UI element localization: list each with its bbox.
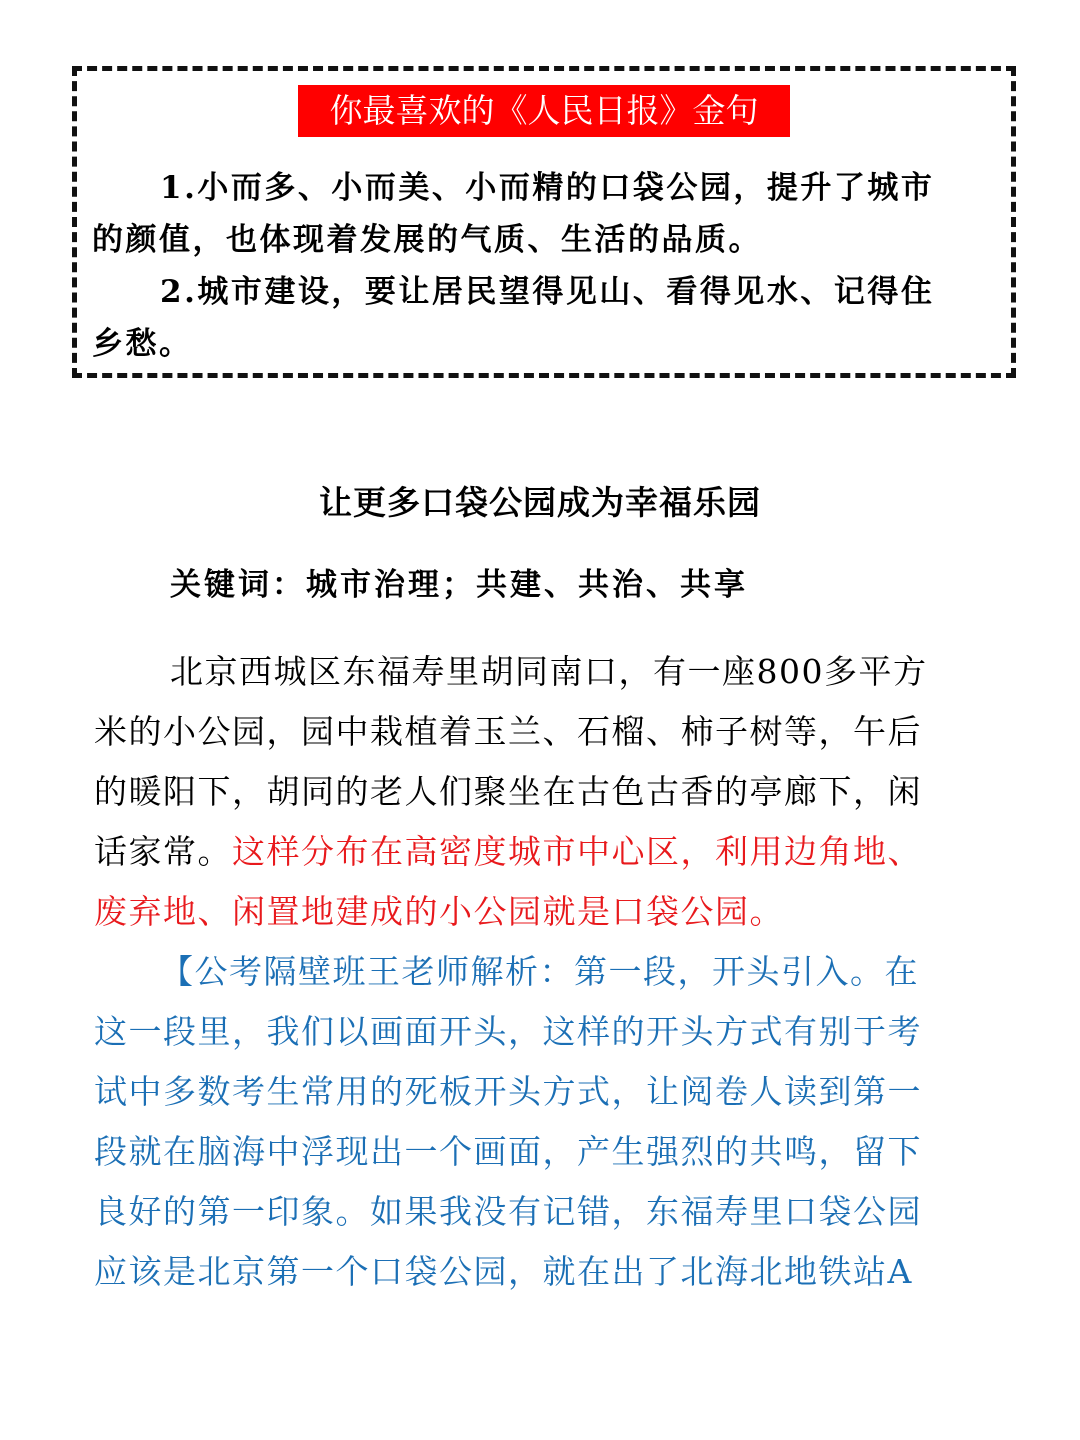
analysis-line: 良好的第一印象。如果我没有记错，东福寿里口袋公园 bbox=[94, 1192, 922, 1231]
paragraph-line: 的暖阳下，胡同的老人们聚坐在古色古香的亭廊下，闲 bbox=[94, 772, 922, 811]
keywords: 关键词：城市治理；共建、共治、共享 bbox=[170, 567, 748, 603]
analysis-line: 这一段里，我们以画面开头，这样的开头方式有别于考 bbox=[94, 1012, 922, 1051]
highlight-text: 这样分布在高密度城市中心区，利用边角地、 bbox=[232, 832, 922, 871]
quote-line-2: 的颜值，也体现着发展的气质、生活的品质。 bbox=[92, 222, 762, 258]
paragraph-text: 话家常。 bbox=[94, 832, 232, 871]
article-title: 让更多口袋公园成为幸福乐园 bbox=[319, 483, 761, 522]
analysis-line: 【公考隔壁班王老师解析：第一段，开头引入。在 bbox=[160, 952, 919, 991]
paragraph-line: 北京西城区东福寿里胡同南口，有一座800多平方 bbox=[170, 652, 928, 691]
quote-line-3: 2.城市建设，要让居民望得见山、看得见水、记得住 bbox=[160, 274, 935, 310]
quote-line-1: 1.小而多、小而美、小而精的口袋公园，提升了城市 bbox=[160, 170, 935, 206]
quote-line-4: 乡愁。 bbox=[92, 326, 193, 362]
paragraph-line bbox=[94, 826, 994, 878]
highlight-line: 废弃地、闲置地建成的小公园就是口袋公园。 bbox=[94, 892, 784, 931]
analysis-line: 段就在脑海中浮现出一个画面，产生强烈的共鸣，留下 bbox=[94, 1132, 922, 1171]
quote-title: 你最喜欢的《人民日报》金句 bbox=[298, 85, 790, 137]
analysis-line: 试中多数考生常用的死板开头方式，让阅卷人读到第一 bbox=[94, 1072, 922, 1111]
paragraph-line: 米的小公园，园中栽植着玉兰、石榴、柿子树等，午后 bbox=[94, 712, 922, 751]
analysis-line: 应该是北京第一个口袋公园，就在出了北海北地铁站A bbox=[94, 1252, 913, 1291]
